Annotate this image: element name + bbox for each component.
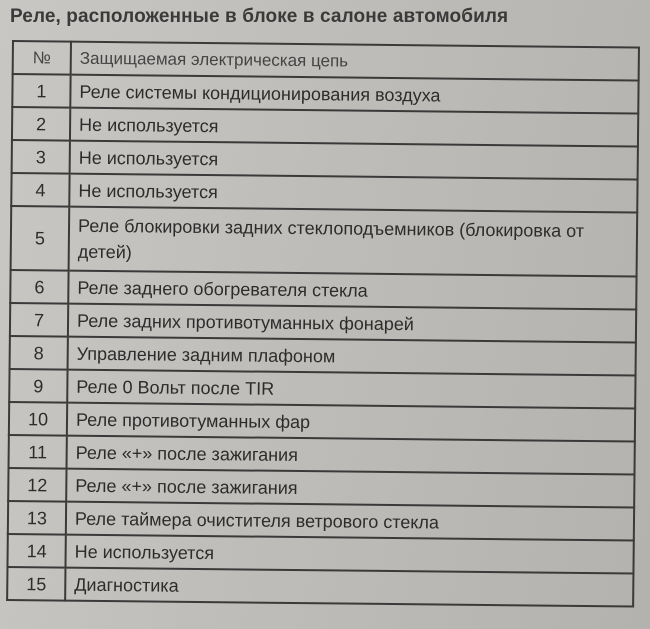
row-number: 2 (12, 107, 70, 141)
column-header-circuit: Защищаемая электрическая цепь (71, 42, 639, 81)
row-circuit: Не используется (70, 141, 638, 180)
row-circuit: Реле «+» после зажигания (66, 469, 634, 508)
row-number: 4 (11, 173, 69, 207)
row-number: 11 (9, 435, 67, 469)
row-circuit: Реле задних противотуманных фонарей (68, 304, 636, 343)
row-circuit: Реле заднего обогревателя стекла (68, 271, 636, 310)
row-number: 15 (7, 567, 65, 601)
row-number: 3 (12, 140, 70, 174)
column-header-number: № (13, 41, 71, 75)
table-row (11, 206, 638, 277)
row-number: 12 (8, 468, 66, 502)
row-number: 1 (12, 74, 70, 108)
document-title: Реле, расположенные в блоке в салоне автомобиля (10, 6, 509, 27)
row-number: 7 (10, 303, 68, 337)
row-number: 14 (7, 534, 65, 568)
row-circuit: Диагностика (65, 568, 633, 607)
row-circuit: Не используется (70, 108, 638, 147)
row-circuit: Реле системы кондиционирования воздуха (70, 75, 638, 114)
relay-table (6, 40, 640, 608)
row-circuit: Реле «+» после зажигания (67, 436, 635, 475)
row-number: 10 (9, 402, 67, 436)
row-circuit: Управление задним плафоном (68, 337, 636, 376)
row-number: 8 (10, 336, 68, 370)
row-circuit: Реле 0 Вольт после TIR (67, 370, 635, 409)
row-number: 9 (9, 369, 67, 403)
table-row (7, 567, 633, 607)
row-circuit: Реле блокировки задних стеклоподъемников (блокировка от детей) (69, 207, 638, 277)
row-number: 13 (8, 501, 66, 535)
row-circuit: Не используется (65, 535, 633, 574)
row-circuit: Реле таймера очистителя ветрового стекла (66, 502, 634, 541)
row-number: 5 (11, 206, 70, 271)
row-circuit: Не используется (69, 174, 637, 213)
row-circuit: Реле противотуманных фар (67, 403, 635, 442)
row-number: 6 (10, 270, 68, 304)
